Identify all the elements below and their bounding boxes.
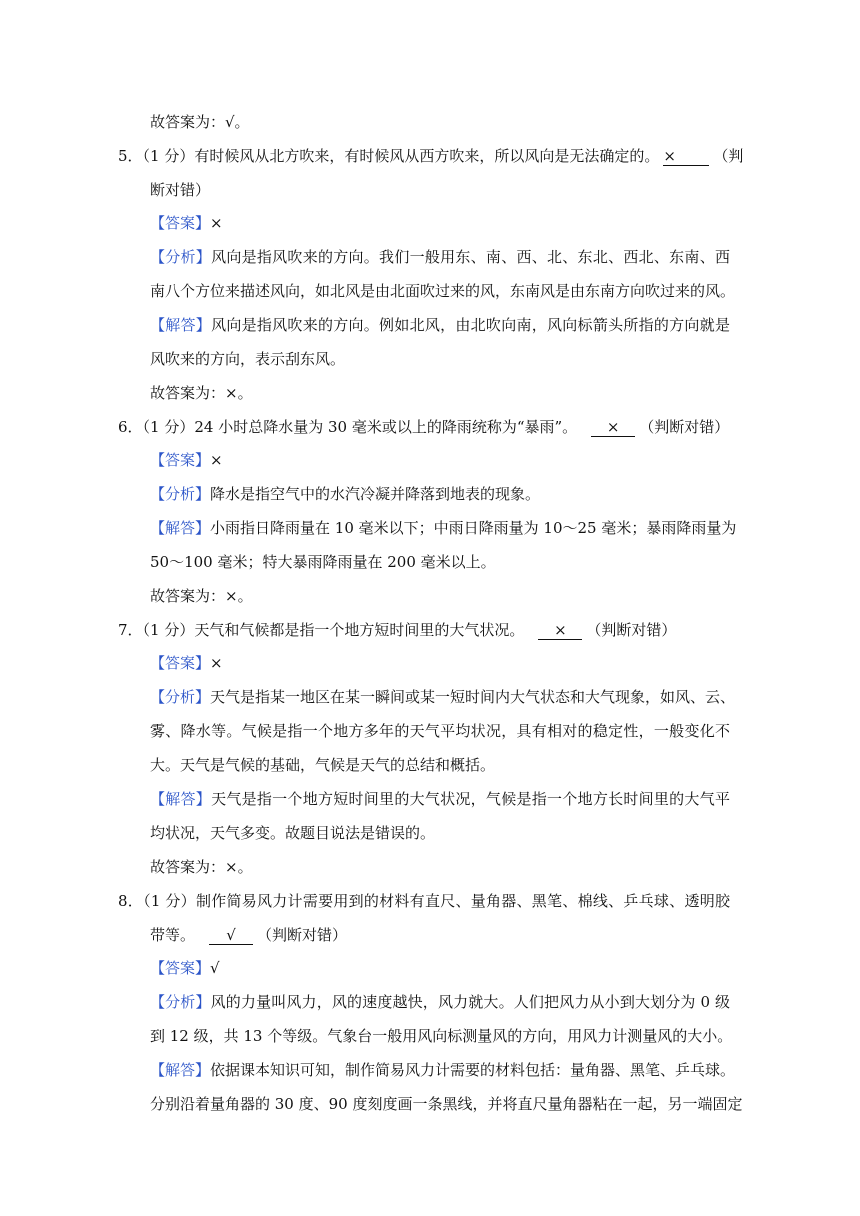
q7-number: 7． xyxy=(118,621,143,639)
q8-solution-line-2: 分别沿着量角器的 30 度、90 度刻度画一条黑线，并将直尺量角器粘在一起，另一端固定 xyxy=(150,1095,743,1113)
analysis-tag: 【分析】 xyxy=(150,688,211,706)
q7-analysis-text-1: 天气是指某一地区在某一瞬间或某一短时间内大气状态和大气现象，如风、云、 xyxy=(210,688,736,706)
q4-result: 故答案为：√。 xyxy=(150,113,250,131)
q6-analysis-text-1: 降水是指空气中的水汽冷凝并降落到地表的现象。 xyxy=(210,485,541,503)
q6-number: 6． xyxy=(118,418,143,436)
q7-solution-line-2: 均状况，天气多变。故题目说法是错误的。 xyxy=(150,824,436,842)
q7-analysis-line-2: 雾、降水等。气候是指一个地方多年的天气平均状况，具有相对的稳定性，一般变化不 xyxy=(150,722,730,740)
q6-analysis-line-1 xyxy=(150,484,540,504)
q5-analysis-text-1: 风向是指风吹来的方向。我们一般用东、南、西、北、东北、西北、东南、西 xyxy=(211,248,730,266)
q7-stem xyxy=(118,620,676,640)
q6-stem-text: （1 分）24 小时总降水量为 30 毫米或以上的降雨统称为“暴雨”。 xyxy=(142,418,578,436)
q5-solution-text-1: 风向是指风吹来的方向。例如北风，由北吹向南，风向标箭头所指的方向就是 xyxy=(211,316,730,334)
q6-stem xyxy=(118,417,729,437)
q8-analysis-line-1 xyxy=(150,992,730,1012)
q8-analysis-text-1: 风的力量叫风力，风的速度越快，风力就大。人们把风力从小到大划分为 0 级 xyxy=(210,993,730,1011)
q7-answer-value: × xyxy=(210,654,223,672)
q5-answer-blank: × xyxy=(663,147,709,166)
q7-stem-text: （1 分）天气和气候都是指一个地方短时间里的大气状况。 xyxy=(142,621,525,639)
q5-solution-line-2: 风吹来的方向，表示刮东风。 xyxy=(150,350,346,368)
q7-answer-blank: × xyxy=(538,621,582,640)
q8-stem-cont-text: 带等。 xyxy=(150,926,196,944)
q5-number: 5． xyxy=(118,147,143,165)
answer-tag: 【答案】 xyxy=(150,654,211,672)
q8-stem-suffix: （判断对错） xyxy=(257,926,348,944)
q6-answer xyxy=(150,450,223,470)
q5-stem xyxy=(118,146,744,166)
q8-stem-cont xyxy=(150,925,347,945)
q5-stem-suffix: （判 xyxy=(713,147,744,165)
q5-result: 故答案为：×。 xyxy=(150,384,253,402)
q5-answer xyxy=(150,213,223,233)
solution-tag: 【解答】 xyxy=(150,1061,211,1079)
q7-solution-line-1 xyxy=(150,789,730,809)
solution-tag: 【解答】 xyxy=(150,790,212,808)
q6-solution-text-1: 小雨指日降雨量在 10 毫米以下；中雨日降雨量为 10～25 毫米；暴雨降雨量为 xyxy=(210,519,737,537)
q8-analysis-line-2: 到 12 级，共 13 个等级。气象台一般用风向标测量风的方向，用风力计测量风的大小。 xyxy=(150,1027,733,1045)
q7-result: 故答案为：×。 xyxy=(150,858,253,876)
analysis-tag: 【分析】 xyxy=(150,993,211,1011)
q5-analysis-line-1 xyxy=(150,247,730,267)
q7-solution-text-1: 天气是指一个地方短时间里的大气状况，气候是指一个地方长时间里的大气平 xyxy=(211,790,730,808)
q5-analysis-line-2: 南八个方位来描述风向，如北风是由北面吹过来的风，东南风是由东南方向吹过来的风。 xyxy=(150,282,736,300)
q8-answer xyxy=(150,958,220,978)
q8-stem-text: （1 分）制作简易风力计需要用到的材料有直尺、量角器、黑笔、棉线、乒乓球、透明胶 xyxy=(143,892,730,910)
analysis-tag: 【分析】 xyxy=(150,248,212,266)
q8-solution-text-1: 依据课本知识可知，制作简易风力计需要的材料包括：量角器、黑笔、乒乓球。 xyxy=(210,1061,736,1079)
q6-answer-value: × xyxy=(210,451,223,469)
q7-stem-suffix: （判断对错） xyxy=(586,621,677,639)
q8-answer-blank: √ xyxy=(209,926,253,945)
q8-stem xyxy=(118,891,730,911)
answer-tag: 【答案】 xyxy=(150,451,211,469)
answer-tag: 【答案】 xyxy=(150,214,211,232)
q5-stem-text: （1 分）有时候风从北方吹来，有时候风从西方吹来，所以风向是无法确定的。 xyxy=(142,147,660,165)
q5-answer-value: × xyxy=(210,214,223,232)
q7-answer xyxy=(150,653,223,673)
solution-tag: 【解答】 xyxy=(150,519,211,537)
q6-solution-line-1 xyxy=(150,518,737,538)
q6-result: 故答案为：×。 xyxy=(150,587,253,605)
q6-answer-blank: × xyxy=(591,418,635,437)
q8-number: 8． xyxy=(118,892,144,910)
analysis-tag: 【分析】 xyxy=(150,485,211,503)
q6-stem-suffix: （判断对错） xyxy=(639,418,730,436)
q7-analysis-line-1 xyxy=(150,687,736,707)
q7-analysis-line-3: 大。天气是气候的基础，气候是天气的总结和概括。 xyxy=(150,756,496,774)
q6-solution-line-2: 50～100 毫米；特大暴雨降雨量在 200 毫米以上。 xyxy=(150,553,496,571)
q5-solution-line-1 xyxy=(150,315,730,335)
solution-tag: 【解答】 xyxy=(150,316,212,334)
q5-stem-cont: 断对错） xyxy=(150,181,211,199)
q8-answer-value: √ xyxy=(210,959,220,977)
answer-tag: 【答案】 xyxy=(150,959,211,977)
q8-solution-line-1 xyxy=(150,1060,736,1080)
